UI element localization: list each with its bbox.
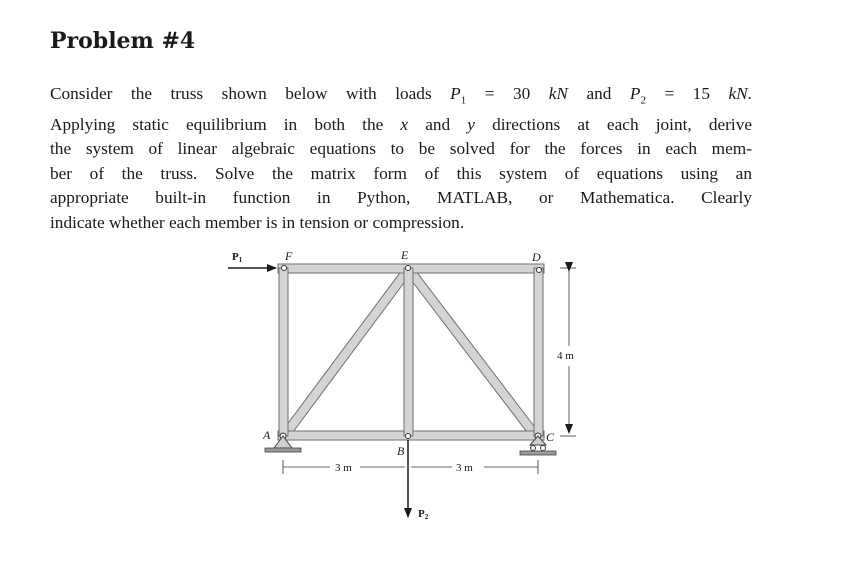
problem-title: Problem #4 (50, 28, 196, 54)
member-ae (283, 266, 412, 436)
p1-value: = 30 (466, 84, 549, 103)
p1-unit: kN (548, 84, 568, 103)
member-dc (534, 268, 543, 436)
dimension-height-label: 4 m (557, 350, 574, 362)
dimension-left (283, 460, 405, 474)
statement-text: Applying static equilibrium in both the (50, 114, 401, 134)
joint-label-c: C (546, 430, 555, 444)
joint-label-d: D (532, 250, 541, 264)
p2-symbol: P (629, 84, 641, 103)
dimension-right (411, 460, 538, 474)
dimension-right-label: 3 m (456, 462, 473, 474)
p2-value: = 15 (645, 84, 729, 103)
joint-label-f: F (285, 249, 293, 263)
joint-label-e: E (401, 248, 409, 262)
joint-label-b: B (397, 444, 405, 458)
dimension-left-label: 3 m (335, 462, 352, 474)
pin-e (406, 266, 411, 271)
pin-b (406, 434, 411, 439)
statement-line-4: ber of the truss. Solve the matrix form of this system of equations using an (50, 163, 752, 183)
statement-line-6: indicate whether each member is in tension or compression. (50, 212, 465, 232)
member-ec (405, 266, 537, 436)
statement-line-5: appropriate built-in function in Python, MATLAB, or Mathematica. Clearly (50, 188, 752, 208)
pin-d (537, 268, 542, 273)
p1-subscript: 1 (460, 94, 467, 107)
statement-text: Consider the truss shown below with loads (50, 84, 451, 103)
x-symbol: x (400, 114, 409, 134)
member-af-vertical (279, 268, 288, 436)
p2-unit: kN (728, 84, 748, 103)
p2-subscript: 2 (640, 94, 646, 107)
statement-text: and (408, 114, 468, 134)
statement-line-3: the system of linear algebraic equations to be solved for the forces in each mem- (50, 139, 752, 159)
member-eb (404, 268, 413, 436)
and-text: and (567, 84, 630, 103)
load-p2-label: P2 (418, 508, 429, 521)
dimension-height (557, 268, 576, 436)
pin-f (282, 266, 287, 271)
statement-text: directions at each joint, derive (474, 114, 753, 134)
joint-label-a: A (263, 428, 271, 442)
load-p1-label: P1 (232, 251, 243, 264)
period: . (747, 84, 752, 103)
y-symbol: y (467, 114, 475, 134)
p1-symbol: P (450, 84, 461, 103)
